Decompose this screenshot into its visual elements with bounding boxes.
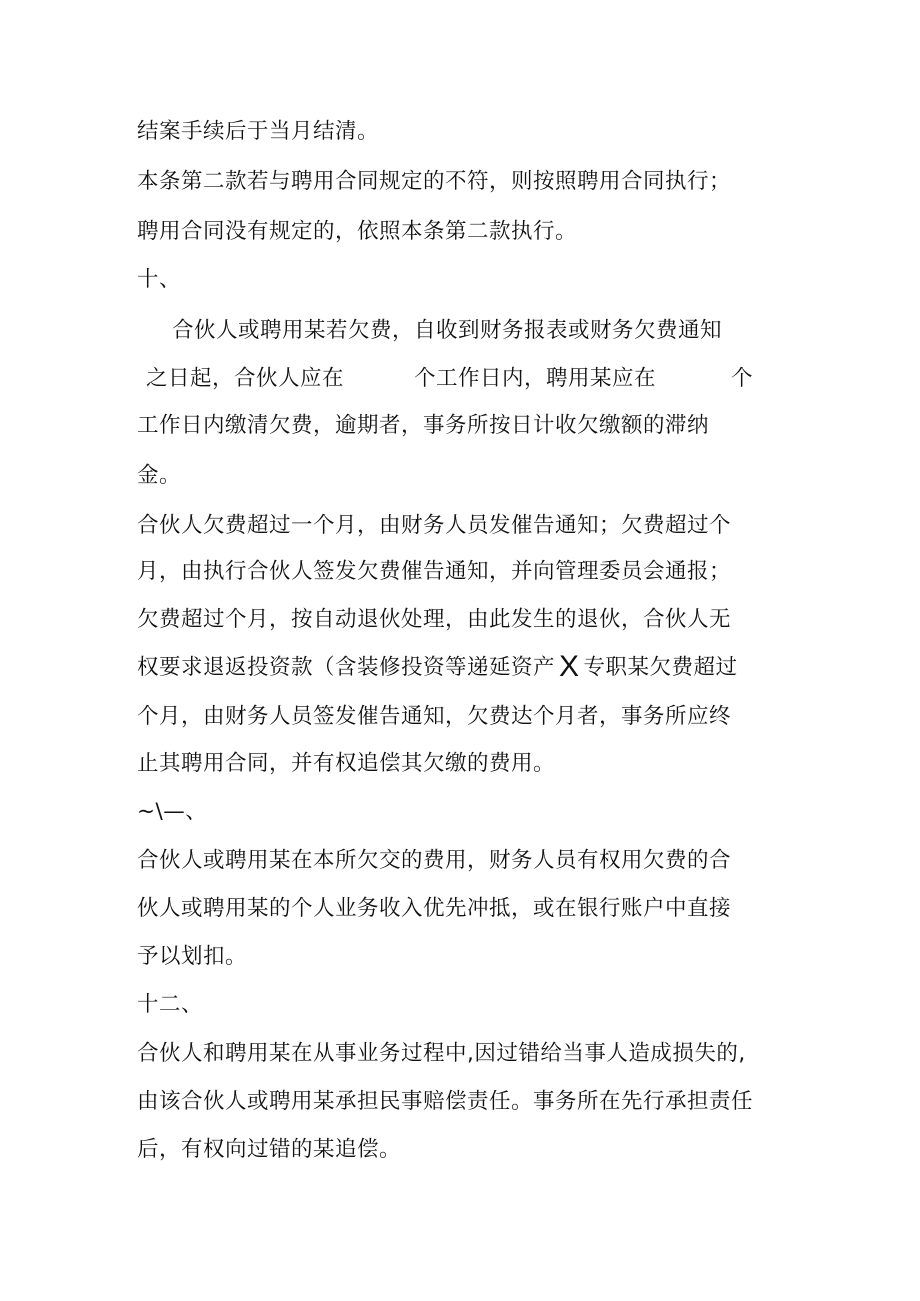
section-heading-eleven: ~\—、 xyxy=(137,799,208,824)
text-segment-b: 专职某欠费超过 xyxy=(583,655,738,680)
text-line-8: 金。 xyxy=(137,463,182,488)
text-line-22: 后，有权向过错的某追偿。 xyxy=(137,1137,402,1162)
text-line-11: 欠费超过个月，按自动退伙处理，由此发生的退伙，合伙人无 xyxy=(137,607,732,632)
text-line-14: 止其聘用合同，并有权追偿其欠缴的费用。 xyxy=(137,751,556,776)
section-heading-twelve: 十二、 xyxy=(137,992,204,1017)
text-line-10: 月，由执行合伙人签发欠费催告通知，并向管理委员会通报； xyxy=(137,559,732,584)
text-line-5: 合伙人或聘用某若欠费，自收到财务报表或财务欠费通知 xyxy=(172,318,723,343)
x-mark: X xyxy=(559,650,580,683)
section-heading-ten: 十、 xyxy=(137,267,182,292)
text-line-7: 工作日内缴清欠费，逾期者，事务所按日计收欠缴额的滞纳 xyxy=(137,413,710,438)
text-line-17: 伙人或聘用某的个人业务收入优先冲抵，或在银行账户中直接 xyxy=(137,896,732,921)
text-segment-a: 权要求退返投资款（含装修投资等递延资产 xyxy=(137,655,556,680)
text-line-16: 合伙人或聘用某在本所欠交的费用，财务人员有权用欠费的合 xyxy=(137,848,732,873)
text-line-21: 由该合伙人或聘用某承担民事赔偿责任。事务所在先行承担责任 xyxy=(137,1089,754,1114)
text-line-9: 合伙人欠费超过一个月，由财务人员发催告通知；欠费超过个 xyxy=(137,513,732,538)
text-line-13: 个月，由财务人员签发催告通知，欠费达个月者，事务所应终 xyxy=(137,704,732,729)
text-segment-a: 之日起，合伙人应在 xyxy=(146,366,345,391)
text-line-1: 结案手续后于当月结清。 xyxy=(137,119,380,144)
text-segment-c: 个 xyxy=(731,366,754,391)
text-segment-b: 个工作日内，聘用某应在 xyxy=(414,366,657,391)
text-line-6 xyxy=(146,364,753,394)
text-line-20: 合伙人和聘用某在从事业务过程中,因过错给当事人造成损失的, xyxy=(137,1041,746,1066)
text-line-2: 本条第二款若与聘用合同规定的不符，则按照聘用合同执行； xyxy=(137,169,732,194)
text-line-3: 聘用合同没有规定的，依照本条第二款执行。 xyxy=(137,219,578,244)
text-line-18: 予以划扣。 xyxy=(137,944,248,969)
text-line-12 xyxy=(137,652,738,683)
